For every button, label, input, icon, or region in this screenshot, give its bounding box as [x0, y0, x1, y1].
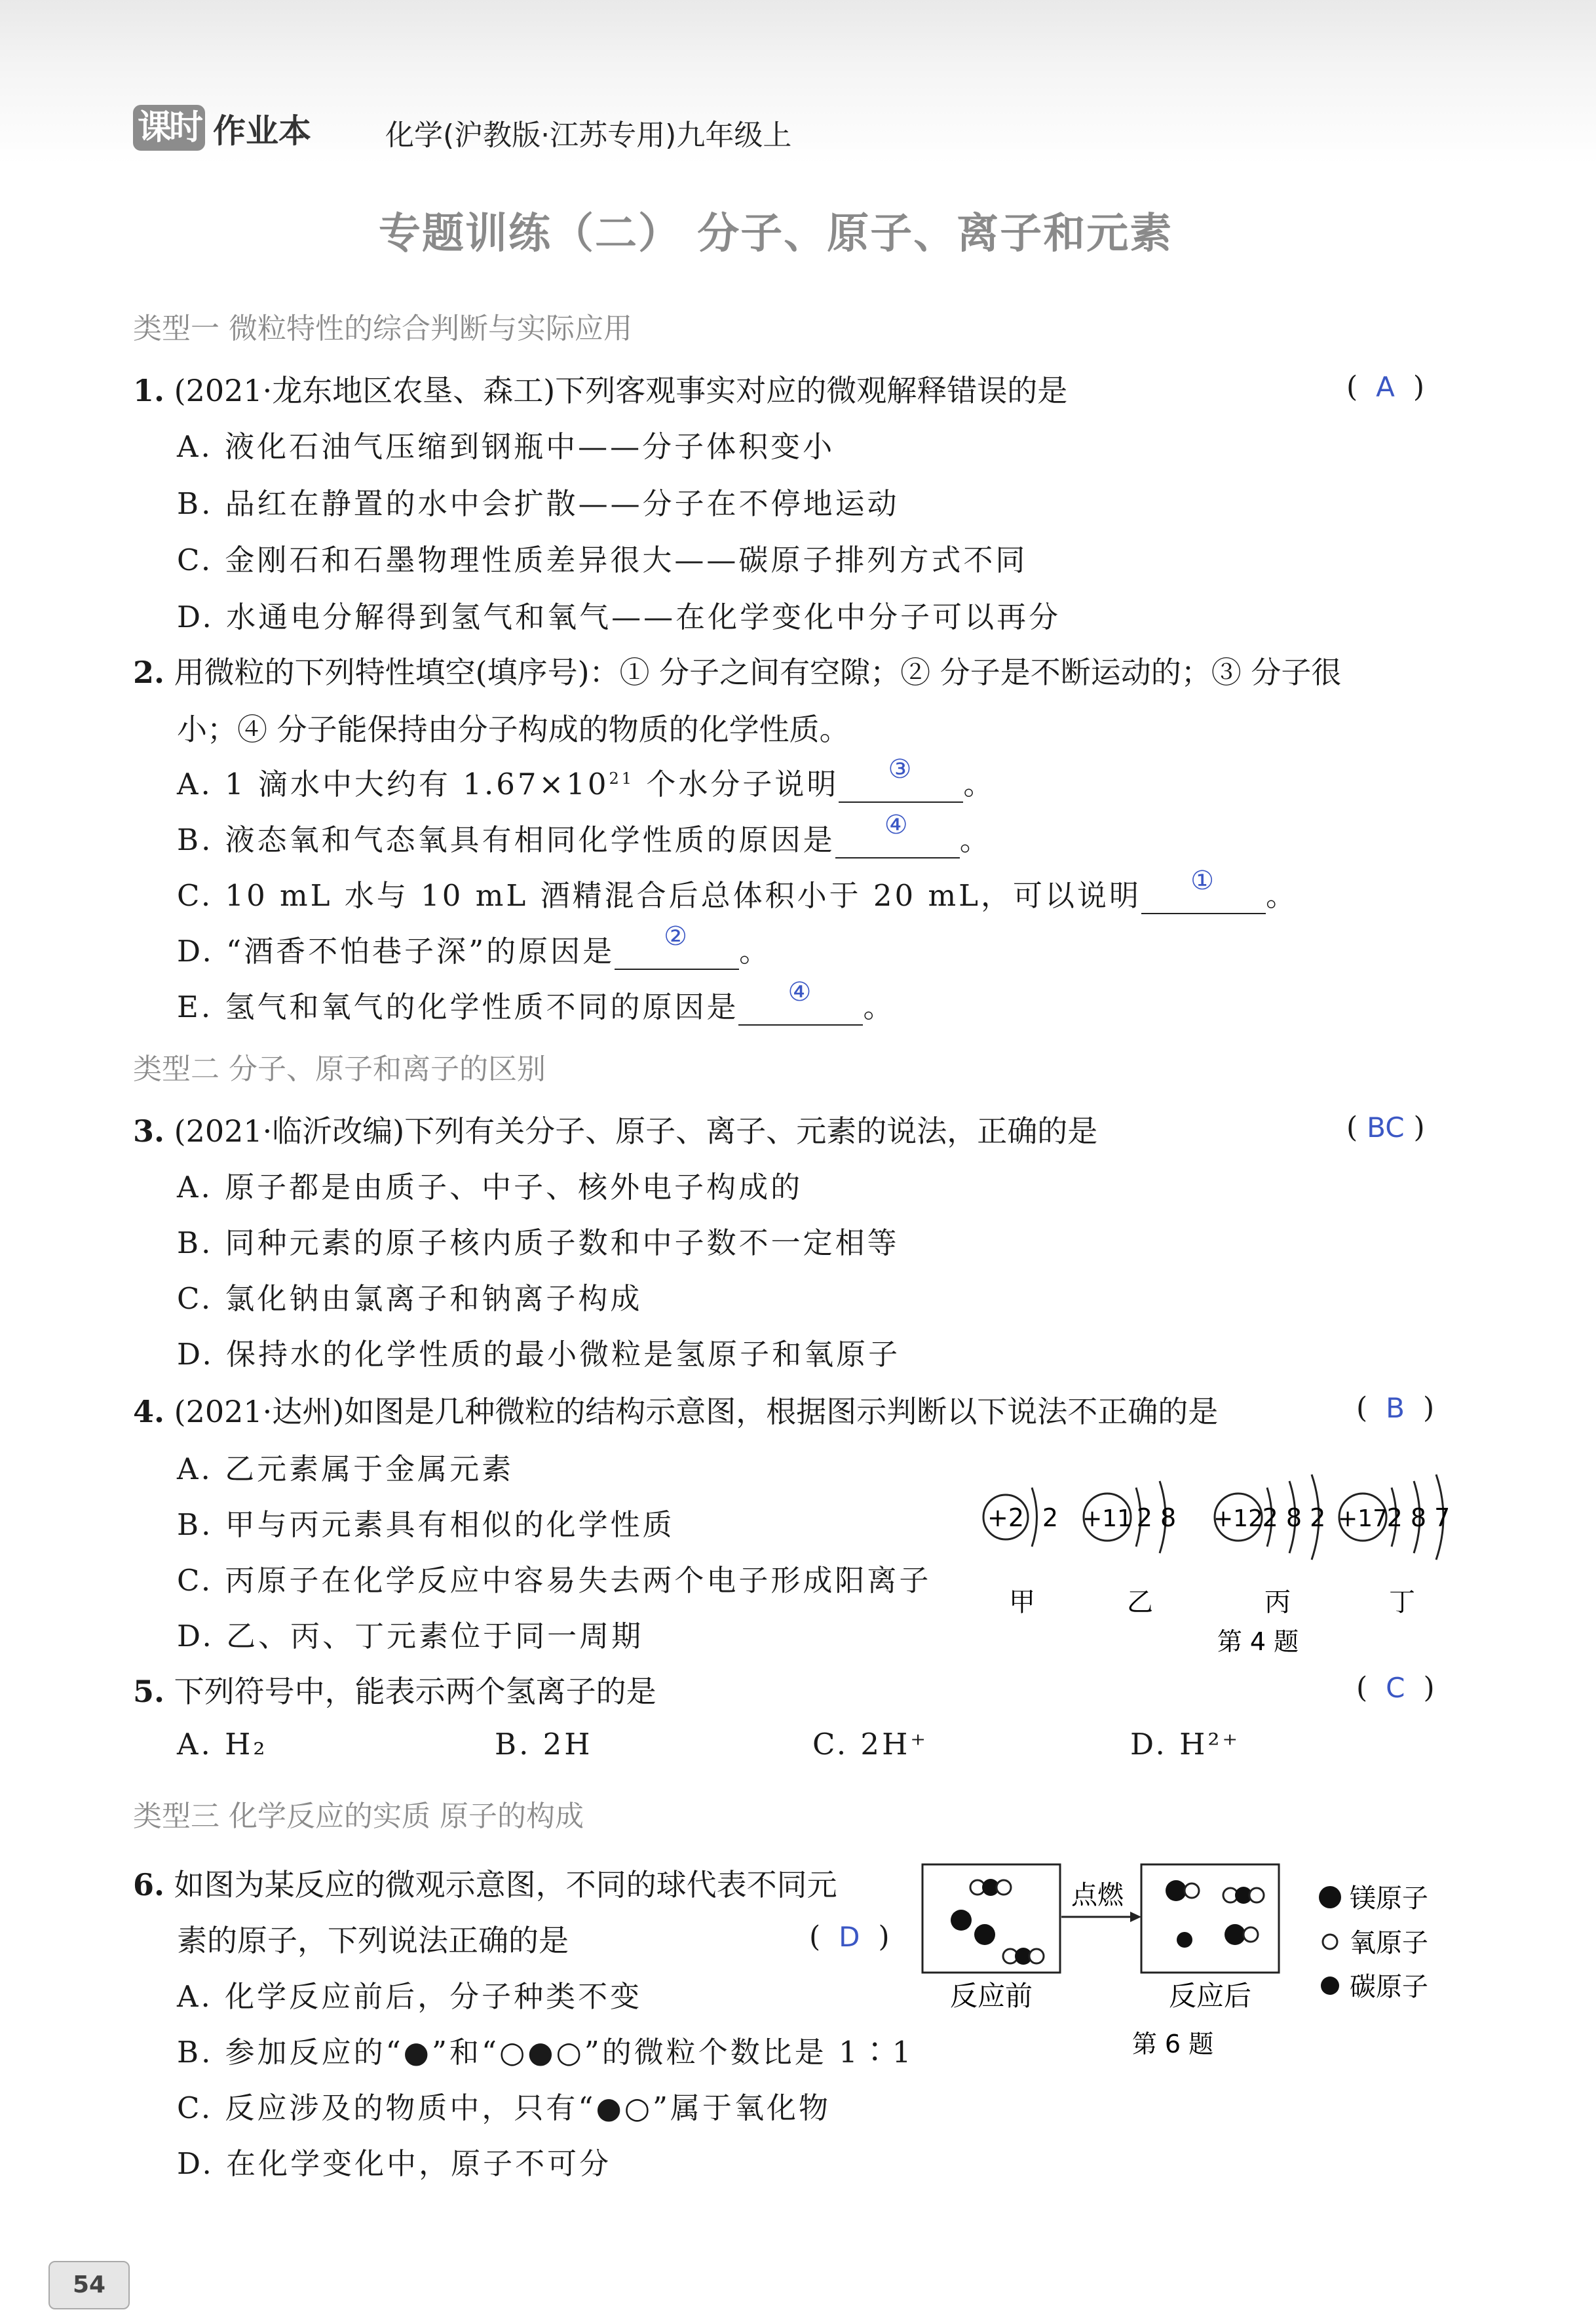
question-number: 6.	[133, 1867, 165, 1902]
q2-item-c	[177, 866, 1299, 914]
section-type-2: 类型二 分子、原子和离子的区别	[133, 1052, 546, 1086]
option-c: C. 丙原子在化学反应中容易失去两个电子形成阳离子	[177, 1563, 932, 1598]
exponent: 21	[609, 769, 635, 788]
answer-blank	[839, 754, 963, 803]
atom-structure-figure	[970, 1442, 1481, 1658]
filled-answer: ①	[1190, 866, 1217, 896]
question-stem-line2: 素的原子，下列说法正确的是	[177, 1923, 569, 1958]
q2-item-a	[177, 754, 996, 803]
option-b: B. 同种元素的原子核内质子数和中子数不一定相等	[177, 1225, 900, 1260]
question-6	[133, 1861, 837, 1904]
item-text: A. 1 滴水中大约有 1.67×10	[177, 767, 609, 801]
option-b: B. 甲与丙元素具有相似的化学性质	[177, 1507, 675, 1542]
nucleus-charge: +12	[1213, 1505, 1263, 1532]
item-text: C. 10 mL 水与 10 mL 酒精混合后总体积小于 20 mL，可以说明	[177, 878, 1142, 913]
option-a: A. 乙元素属于金属元素	[177, 1452, 514, 1486]
option-b: B. 2H	[495, 1727, 593, 1762]
q2-item-b	[177, 810, 992, 858]
legend-c: 碳原子	[1350, 1972, 1428, 2002]
item-text: E. 氢气和氧气的化学性质不同的原因是	[177, 990, 739, 1024]
electron-shells: 2	[1042, 1503, 1059, 1532]
item-text: D. “酒香不怕巷子深”的原因是	[177, 934, 615, 969]
question-number: 3.	[133, 1113, 165, 1149]
answer-blank	[738, 977, 863, 1026]
option-c: C. 2H⁺	[812, 1727, 929, 1762]
answer: D	[839, 1921, 860, 1953]
nucleus-charge: +2	[987, 1503, 1025, 1532]
question-stem-line1: 用微粒的下列特性填空(填序号)：① 分子之间有空隙；② 分子是不断运动的；③ 分子很	[174, 655, 1342, 690]
subject-line: 化学(沪教版·江苏专用)九年级上	[385, 119, 792, 152]
legend-o-icon	[1323, 1935, 1337, 1949]
electron-shells: 2 8 7	[1386, 1503, 1451, 1532]
answer-box-5: ( C )	[1356, 1671, 1435, 1705]
question-number: 2.	[133, 655, 165, 690]
answer: A	[1376, 371, 1395, 403]
period: 。	[739, 934, 772, 969]
question-stem: (2021·达州)如图是几种微粒的结构示意图，根据图示判断以下说法不正确的是	[174, 1394, 1219, 1429]
co2-molecule	[1003, 1948, 1044, 1965]
option-b: B. 参加反应的“●”和“○●○”的微粒个数比是 1∶1	[177, 2035, 914, 2070]
atom-label: 甲	[1009, 1587, 1035, 1617]
c-atom	[1177, 1932, 1192, 1948]
reaction-figure	[911, 1855, 1474, 2071]
figure-caption: 第 6 题	[1131, 2030, 1214, 2058]
answer-box-3: ( BC )	[1346, 1111, 1425, 1144]
answer-box-4: ( B )	[1356, 1391, 1435, 1425]
atom-label: 丁	[1389, 1587, 1415, 1617]
section-type-3: 类型三 化学反应的实质 原子的构成	[133, 1800, 584, 1833]
electron-shells: 2 8 2	[1262, 1503, 1326, 1532]
after-box	[1141, 1864, 1279, 1973]
legend-mg: 镁原子	[1350, 1883, 1428, 1914]
mgo-molecule	[1166, 1880, 1199, 1901]
option-a: A. 液化石油气压缩到钢瓶中——分子体积变小	[177, 429, 835, 464]
q2-item-d	[177, 921, 772, 970]
nucleus-charge: +11	[1082, 1505, 1132, 1532]
filled-answer: ④	[788, 977, 814, 1007]
answer-box-1: ( A )	[1346, 370, 1425, 404]
option-d: D. 水通电分解得到氢气和氧气——在化学变化中分子可以再分	[177, 600, 1061, 634]
question-number: 4.	[133, 1394, 165, 1429]
co2-molecule	[970, 1879, 1011, 1896]
question-1	[133, 367, 1067, 410]
period: 。	[963, 767, 996, 801]
option-d: D. H²⁺	[1130, 1727, 1241, 1762]
answer-box-6: ( D )	[809, 1920, 890, 1954]
question-3	[133, 1108, 1097, 1151]
mg-atom	[951, 1910, 972, 1931]
page-title: 专题训练（二） 分子、原子、离子和元素	[379, 210, 1173, 258]
mgo-molecule	[1225, 1924, 1258, 1945]
question-number: 5.	[133, 1674, 165, 1709]
answer: C	[1386, 1672, 1405, 1704]
atom-jia	[983, 1488, 1058, 1617]
brand-logo: 课时	[133, 105, 205, 151]
question-stem: (2021·临沂改编)下列有关分子、原子、离子、元素的说法，正确的是	[174, 1113, 1098, 1149]
figure-caption: 第 4 题	[1217, 1627, 1299, 1656]
option-d: D. 在化学变化中，原子不可分	[177, 2146, 612, 2181]
answer-blank	[615, 921, 739, 970]
answer: B	[1386, 1392, 1405, 1424]
question-stem-line1: 如图为某反应的微观示意图，不同的球代表不同元	[174, 1867, 837, 1902]
section-type-1: 类型一 微粒特性的综合判断与实际应用	[133, 312, 632, 345]
question-stem-line2: 小；④ 分子能保持由分子构成的物质的化学性质。	[177, 712, 850, 747]
filled-answer: ②	[664, 921, 691, 952]
option-c: C. 氯化钠由氯离子和钠离子构成	[177, 1281, 643, 1316]
arrow-label: 点燃	[1071, 1880, 1124, 1910]
option-c: C. 反应涉及的物质中，只有“●○”属于氧化物	[177, 2091, 831, 2125]
option-d: D. 乙、丙、丁元素位于同一周期	[177, 1619, 644, 1653]
legend-o: 氧原子	[1350, 1928, 1428, 1958]
option-b: B. 品红在静置的水中会扩散——分子在不停地运动	[177, 486, 900, 521]
nucleus-charge: +17	[1338, 1505, 1388, 1532]
co2-molecule	[1223, 1887, 1264, 1904]
option-a: A. 原子都是由质子、中子、核外电子构成的	[177, 1170, 803, 1205]
answer: BC	[1367, 1111, 1405, 1144]
atom-yi	[1082, 1481, 1176, 1617]
q2-item-e	[177, 977, 896, 1026]
question-4	[133, 1388, 1218, 1431]
brand-name: 作业本	[213, 112, 311, 150]
legend-mg-icon	[1319, 1886, 1341, 1908]
question-number: 1.	[133, 373, 165, 408]
option-c: C. 金刚石和石墨物理性质差异很大——碳原子排列方式不同	[177, 543, 1028, 577]
legend-c-icon	[1321, 1977, 1339, 1995]
page-number: 54	[48, 2261, 130, 2309]
question-5	[133, 1668, 656, 1711]
item-text: B. 液态氧和气态氧具有相同化学性质的原因是	[177, 822, 835, 857]
period: 。	[959, 822, 992, 857]
atom-label: 丙	[1264, 1587, 1291, 1617]
option-d: D. 保持水的化学性质的最小微粒是氢原子和氧原子	[177, 1337, 901, 1372]
question-stem: (2021·龙东地区农垦、森工)下列客观事实对应的微观解释错误的是	[174, 373, 1068, 408]
option-a: A. H₂	[177, 1727, 268, 1762]
filled-answer: ③	[888, 754, 915, 784]
atom-bing	[1213, 1475, 1325, 1617]
item-text: 个水分子说明	[634, 767, 839, 801]
arrow-head	[1130, 1912, 1141, 1922]
atom-label: 乙	[1127, 1587, 1153, 1617]
answer-blank	[835, 810, 960, 858]
after-label: 反应后	[1168, 1980, 1252, 2012]
filled-answer: ④	[884, 810, 911, 840]
question-stem: 下列符号中，能表示两个氢离子的是	[174, 1674, 656, 1709]
atom-ding	[1338, 1475, 1450, 1617]
answer-blank	[1141, 866, 1266, 914]
electron-shells: 2 8	[1136, 1503, 1177, 1532]
question-2	[133, 649, 1341, 692]
mg-atom	[974, 1924, 995, 1945]
period: 。	[863, 990, 896, 1024]
option-a: A. 化学反应前后，分子种类不变	[177, 1979, 643, 2014]
before-label: 反应前	[949, 1980, 1033, 2012]
period: 。	[1266, 878, 1299, 913]
